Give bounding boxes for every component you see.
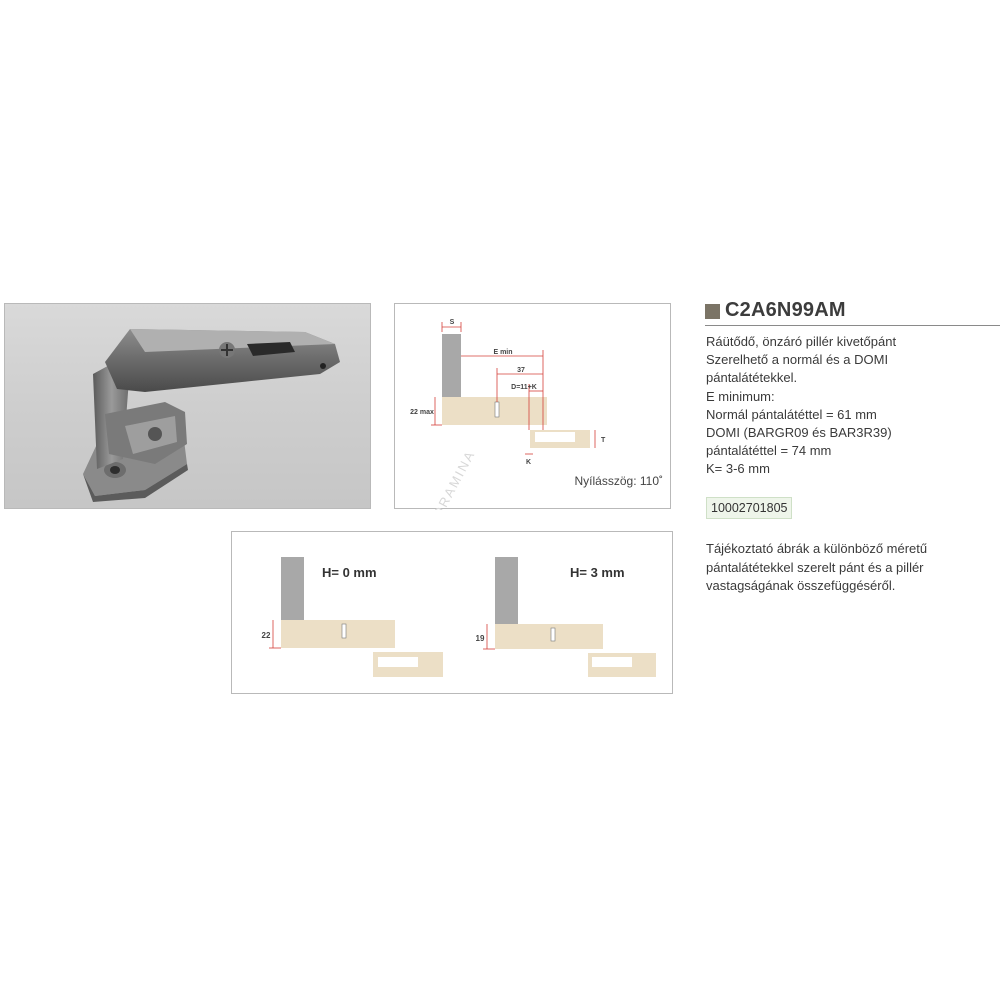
spacer-diagrams-drawing xyxy=(232,532,674,695)
info-line: Tájékoztató ábrák a különböző méretű xyxy=(706,541,928,556)
hinge-photo xyxy=(4,303,371,509)
label-t: T xyxy=(601,437,606,444)
description-line: Ráütődő, önzáró pillér kivetőpánt xyxy=(706,334,897,349)
hinge-illustration xyxy=(5,304,371,509)
spacer-diagrams xyxy=(231,531,673,694)
info-text xyxy=(706,540,996,596)
description-line: pántalátétekkel. xyxy=(706,370,798,386)
pillar xyxy=(442,334,461,397)
label-e-min: E min xyxy=(493,349,513,356)
label-37: 37 xyxy=(517,367,525,374)
title-divider xyxy=(705,325,1000,326)
description-line: E minimum: xyxy=(706,388,775,404)
watermark-text: DORAMINA xyxy=(424,447,479,510)
description-line: Normál pántalátéttel = 61 mm xyxy=(706,406,877,422)
info-line: vastagságának összefüggéséről. xyxy=(706,578,896,593)
opening-angle: Nyílásszög: 110˚ xyxy=(574,474,663,488)
title-square-icon xyxy=(705,304,720,319)
label-k: K xyxy=(526,459,532,466)
description-line: Szerelhető a normál és a DOMI xyxy=(706,352,889,368)
description-line: DOMI (BARGR09 és BAR3R39) xyxy=(706,425,892,441)
cabinet-board xyxy=(442,397,547,425)
product-code: C2A6N99AM xyxy=(725,299,846,321)
h3-dim: 19 xyxy=(475,634,485,643)
h3-title: H= 3 mm xyxy=(570,565,625,580)
product-header xyxy=(705,301,1000,327)
description-line: pántalátéttel = 74 mm xyxy=(706,443,832,459)
product-description xyxy=(706,333,996,479)
diagram-h3 xyxy=(476,557,656,677)
description-line: K= 3-6 mm xyxy=(706,461,770,477)
h0-dim: 22 xyxy=(261,631,271,640)
label-s: S xyxy=(449,319,455,326)
mounting-diagram xyxy=(394,303,671,509)
label-d: D=11+K xyxy=(511,384,537,391)
diagram-h0 xyxy=(262,557,443,677)
mounting-diagram-drawing xyxy=(395,304,672,510)
label-22-max: 22 max xyxy=(410,409,434,416)
article-number-badge: 10002701805 xyxy=(706,497,792,519)
h0-title: H= 0 mm xyxy=(322,565,377,580)
info-line: pántalátétekkel szerelt pánt és a pillér xyxy=(706,559,924,575)
